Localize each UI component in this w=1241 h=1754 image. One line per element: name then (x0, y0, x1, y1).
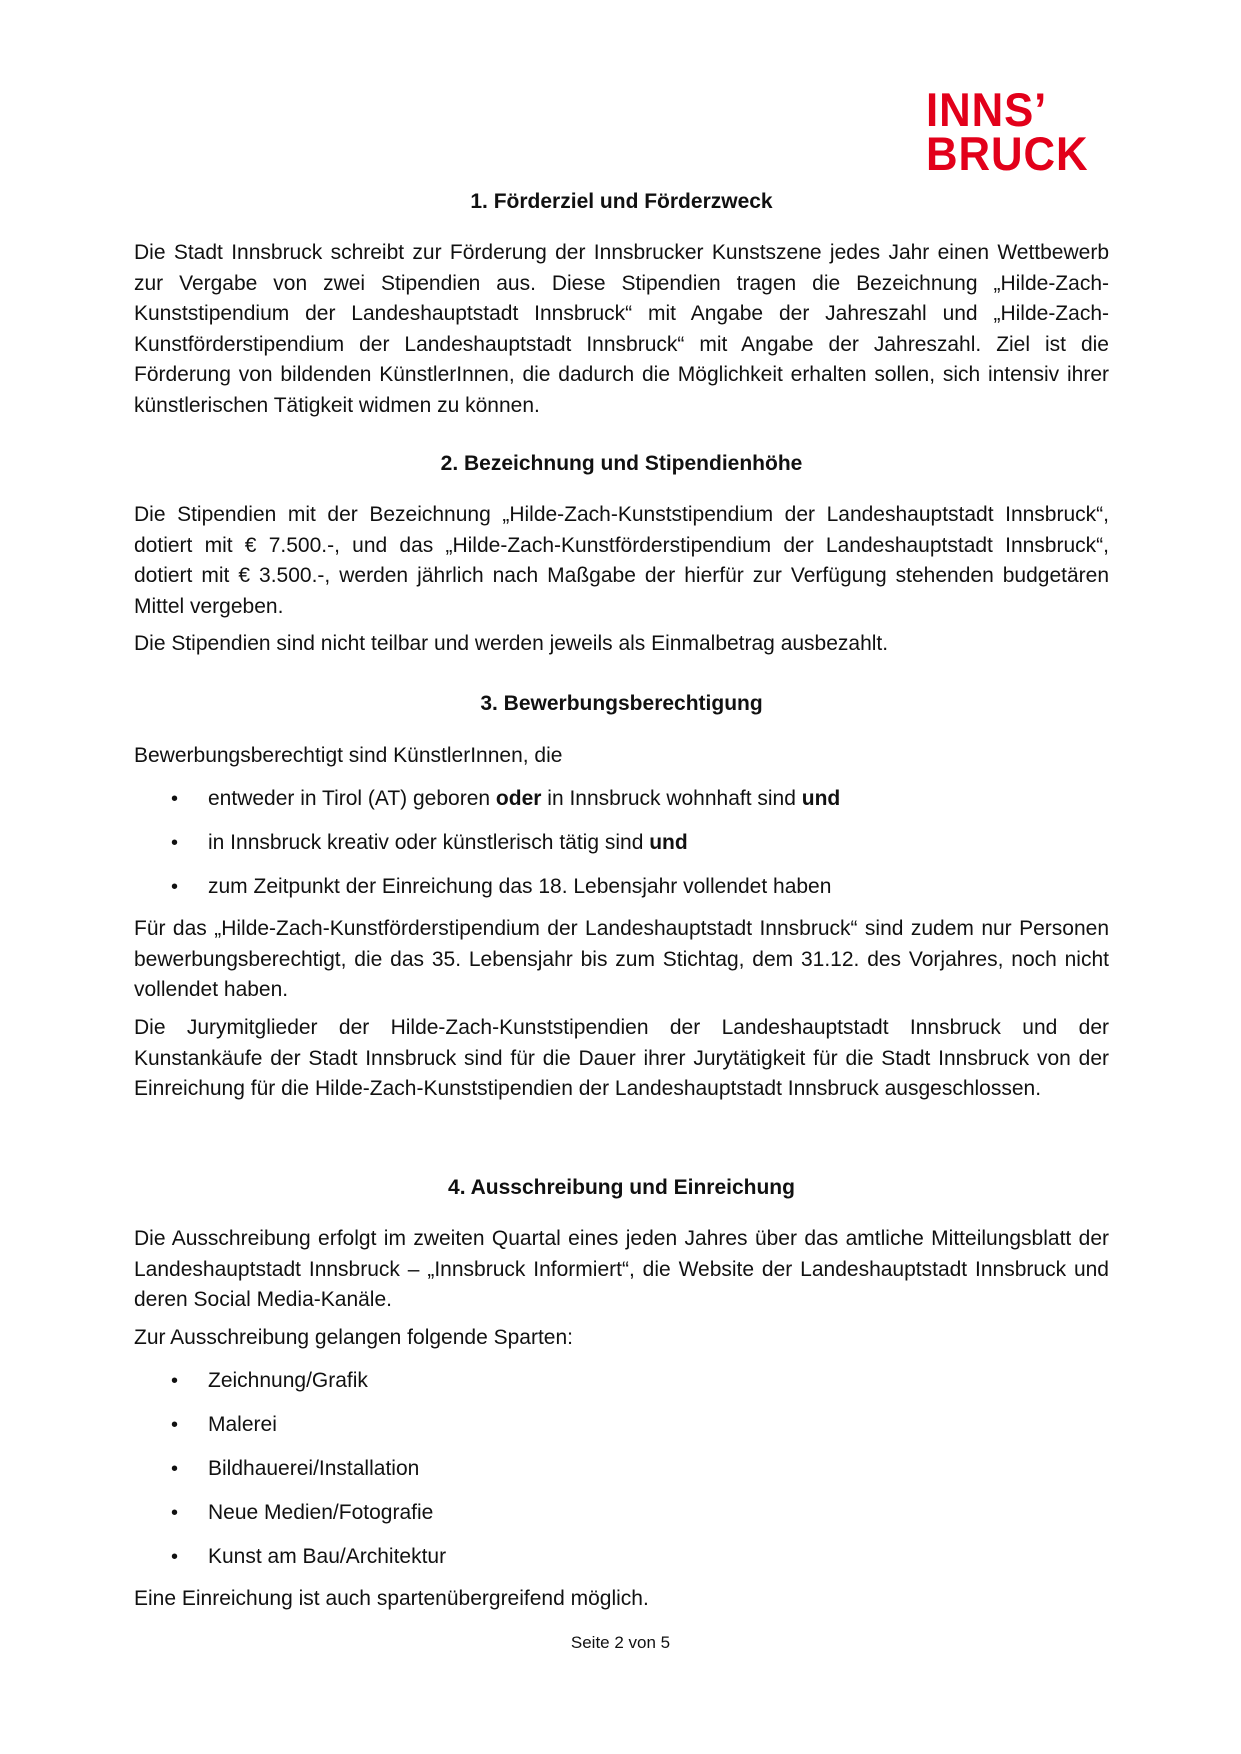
bullet-icon: • (171, 876, 179, 898)
section-4-paragraph-2: Zur Ausschreibung gelangen folgende Sparten: (134, 1326, 573, 1349)
category-bullet (134, 1410, 1109, 1440)
category-text: Neue Medien/Fotografie (208, 1501, 434, 1524)
bullet-icon: • (171, 788, 179, 810)
section-4-paragraph-1: Die Ausschreibung erfolgt im zweiten Quartal eines jeden Jahres über das amtliche Mitteilungsblatt der Landeshauptstadt Innsbruck – „Innsbruck Informiert“, die Website der Landeshauptstadt Innsbruck und deren Social Media-Kanäle. (134, 1227, 1109, 1311)
eligibility-bullet (134, 784, 1109, 814)
bullet-icon: • (171, 1458, 179, 1480)
section-3-heading: 3. Bewerbungsberechtigung (480, 692, 763, 715)
category-text: Bildhauerei/Installation (208, 1457, 420, 1480)
bullet-emphasis: und (649, 831, 688, 854)
category-bullet (134, 1498, 1109, 1528)
innsbruck-logo (926, 83, 1093, 180)
page-number: Seite 2 von 5 (570, 1633, 671, 1652)
logo-line-1: INNS’ (926, 83, 1048, 136)
bullet-icon: • (171, 1502, 179, 1524)
bullet-icon: • (171, 832, 179, 854)
bullet-text: in Innsbruck kreativ oder künstlerisch tätig sind (208, 831, 650, 854)
bullet-icon: • (171, 1370, 179, 1392)
section-3-intro: Bewerbungsberechtigt sind KünstlerInnen, die (134, 744, 563, 767)
category-bullet (134, 1454, 1109, 1484)
section-4-closing: Eine Einreichung ist auch spartenübergreifend möglich. (134, 1587, 649, 1610)
bullet-text: entweder in Tirol (AT) geboren (208, 787, 496, 810)
logo-line-2: BRUCK (926, 127, 1089, 180)
section-2-heading: 2. Bezeichnung und Stipendienhöhe (440, 452, 803, 475)
section-3-paragraph-2: Die Jurymitglieder der Hilde-Zach-Kunststipendien der Landeshauptstadt Innsbruck und der Kunstankäufe der Stadt Innsbruck sind für die Dauer ihrer Jurytätigkeit für die Stadt Innsbruck von der Einreichung für die Hilde-Zach-Kunststipendien der Landeshauptstadt Innsbruck ausgeschlossen. (134, 1016, 1109, 1100)
eligibility-bullet (134, 828, 1109, 858)
category-text: Malerei (208, 1413, 277, 1436)
section-3-paragraph-1: Für das „Hilde-Zach-Kunstförderstipendium der Landeshauptstadt Innsbruck“ sind zudem nur Personen bewerbungsberechtigt, die das 35. Lebensjahr bis zum Stichtag, dem 31.12. des Vorjahres, noch nicht vollendet haben. (134, 917, 1109, 1001)
bullet-text: zum Zeitpunkt der Einreichung das 18. Lebensjahr vollendet haben (208, 875, 832, 898)
category-bullet (134, 1366, 1109, 1396)
section-4-heading: 4. Ausschreibung und Einreichung (448, 1176, 795, 1199)
section-1-paragraph: Die Stadt Innsbruck schreibt zur Förderung der Innsbrucker Kunstszene jedes Jahr einen Wettbewerb zur Vergabe von zwei Stipendien aus. Diese Stipendien tragen die Bezeichnung „Hilde-Zach-Kunststipendium der Landeshauptstadt Innsbruck“ mit Angabe der Jahreszahl und „Hilde-Zach-Kunstförderstipendium der Landeshauptstadt Innsbruck“ mit Angabe der Jahreszahl. Ziel ist die Förderung von bildenden KünstlerInnen, die dadurch die Möglichkeit erhalten sollen, sich intensiv ihrer künstlerischen Tätigkeit widmen zu können. (134, 241, 1109, 417)
bullet-icon: • (171, 1414, 179, 1436)
bullet-text: in Innsbruck wohnhaft sind (541, 787, 802, 810)
eligibility-bullet (134, 872, 1109, 902)
category-bullet (134, 1542, 1109, 1572)
section-2-paragraph-1: Die Stipendien mit der Bezeichnung „Hilde-Zach-Kunststipendium der Landeshauptstadt Innsbruck“, dotiert mit € 7.500.-, und das „Hilde-Zach-Kunstförderstipendium der Landeshauptstadt Innsbruck“, dotiert mit € 3.500.-, werden jährlich nach Maßgabe der hierfür zur Verfügung stehenden budgetären Mittel vergeben. (134, 503, 1109, 618)
bullet-icon: • (171, 1546, 179, 1568)
section-1-heading: 1. Förderziel und Förderzweck (470, 190, 773, 213)
category-text: Zeichnung/Grafik (208, 1369, 368, 1392)
section-2-paragraph-2: Die Stipendien sind nicht teilbar und werden jeweils als Einmalbetrag ausbezahlt. (134, 632, 889, 655)
bullet-emphasis: und (801, 787, 841, 810)
bullet-emphasis: oder (495, 787, 542, 810)
category-text: Kunst am Bau/Architektur (208, 1545, 447, 1568)
